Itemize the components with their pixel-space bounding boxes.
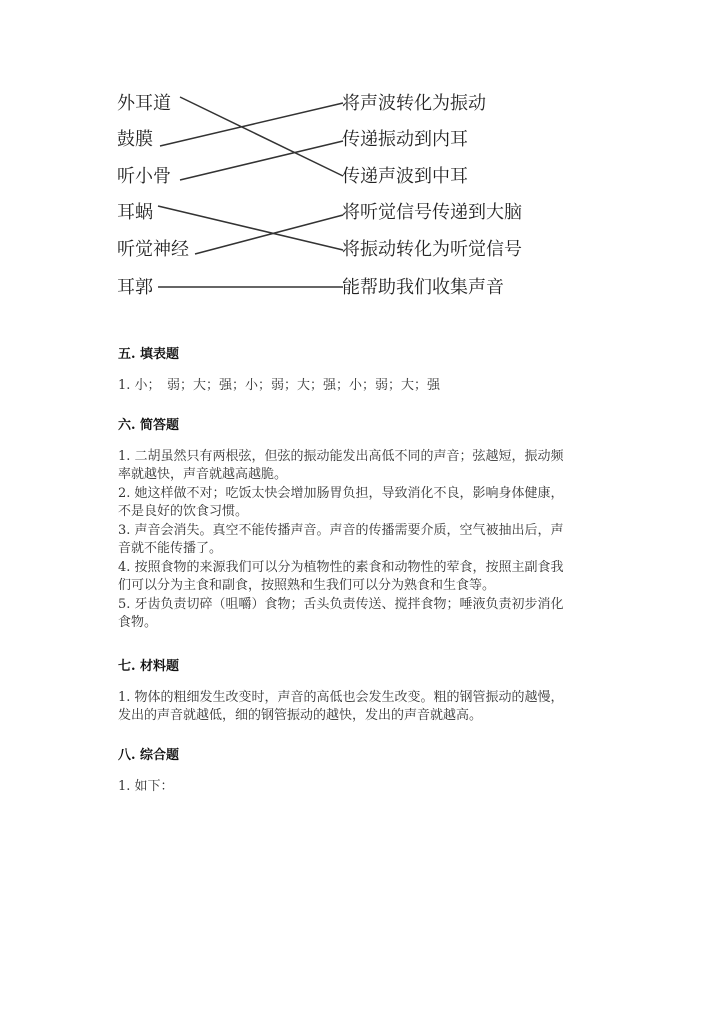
section-title: 五. 填表题 [118,347,180,362]
match-line [160,103,343,146]
answer-line: 1. 如下： [118,779,174,794]
answer-line: 食物。 [118,615,158,630]
section-title: 七. 材料题 [118,659,180,674]
answer-line: 率就越快，声音就越高越脆。 [118,467,288,482]
matching-lines [0,0,720,320]
answer-line: 1. 物体的粗细发生改变时，声音的高低也会发生改变。粗的钢管振动的越慢， [118,690,564,705]
answer-line: 1. 小； 弱；大；强；小；弱；大；强；小；弱；大；强 [118,378,441,393]
matching-diagram [0,0,720,320]
answer-line: 发出的声音就越低，细的钢管振动的越快，发出的声音就越高。 [118,708,483,723]
answer-line: 3. 声音会消失。真空不能传播声音。声音的传播需要介质，空气被抽出后，声 [118,523,564,538]
answer-line: 音就不能传播了。 [118,541,223,556]
left-item: 外耳道 [117,93,171,114]
answer-line: 们可以分为主食和副食，按照熟和生我们可以分为熟食和生食等。 [118,578,496,593]
right-item: 将听觉信号传递到大脑 [342,202,522,223]
right-item: 将声波转化为振动 [342,93,486,114]
right-item: 将振动转化为听觉信号 [342,239,522,260]
right-item: 能帮助我们收集声音 [342,277,504,298]
right-item: 传递振动到内耳 [342,129,468,150]
right-item: 传递声波到中耳 [342,166,468,187]
match-line [180,141,343,180]
answer-line: 4. 按照食物的来源我们可以分为植物性的素食和动物性的荤食，按照主副食我 [118,560,564,575]
left-item: 耳蜗 [117,202,153,223]
answer-line: 2. 她这样做不对；吃饭太快会增加肠胃负担，导致消化不良，影响身体健康， [118,486,564,501]
left-item: 听小骨 [117,166,171,187]
section-title: 六. 简答题 [118,418,180,433]
left-item: 听觉神经 [117,239,189,260]
left-item: 鼓膜 [117,129,153,150]
section-title: 八. 综合题 [118,748,180,763]
answer-line: 5. 牙齿负责切碎（咀嚼）食物；舌头负责传送、搅拌食物；唾液负责初步消化 [118,597,564,612]
left-item: 耳郭 [117,277,153,298]
answer-line: 不是良好的饮食习惯。 [118,504,249,519]
answer-line: 1. 二胡虽然只有两根弦，但弦的振动能发出高低不同的声音；弦越短，振动频 [118,449,564,464]
